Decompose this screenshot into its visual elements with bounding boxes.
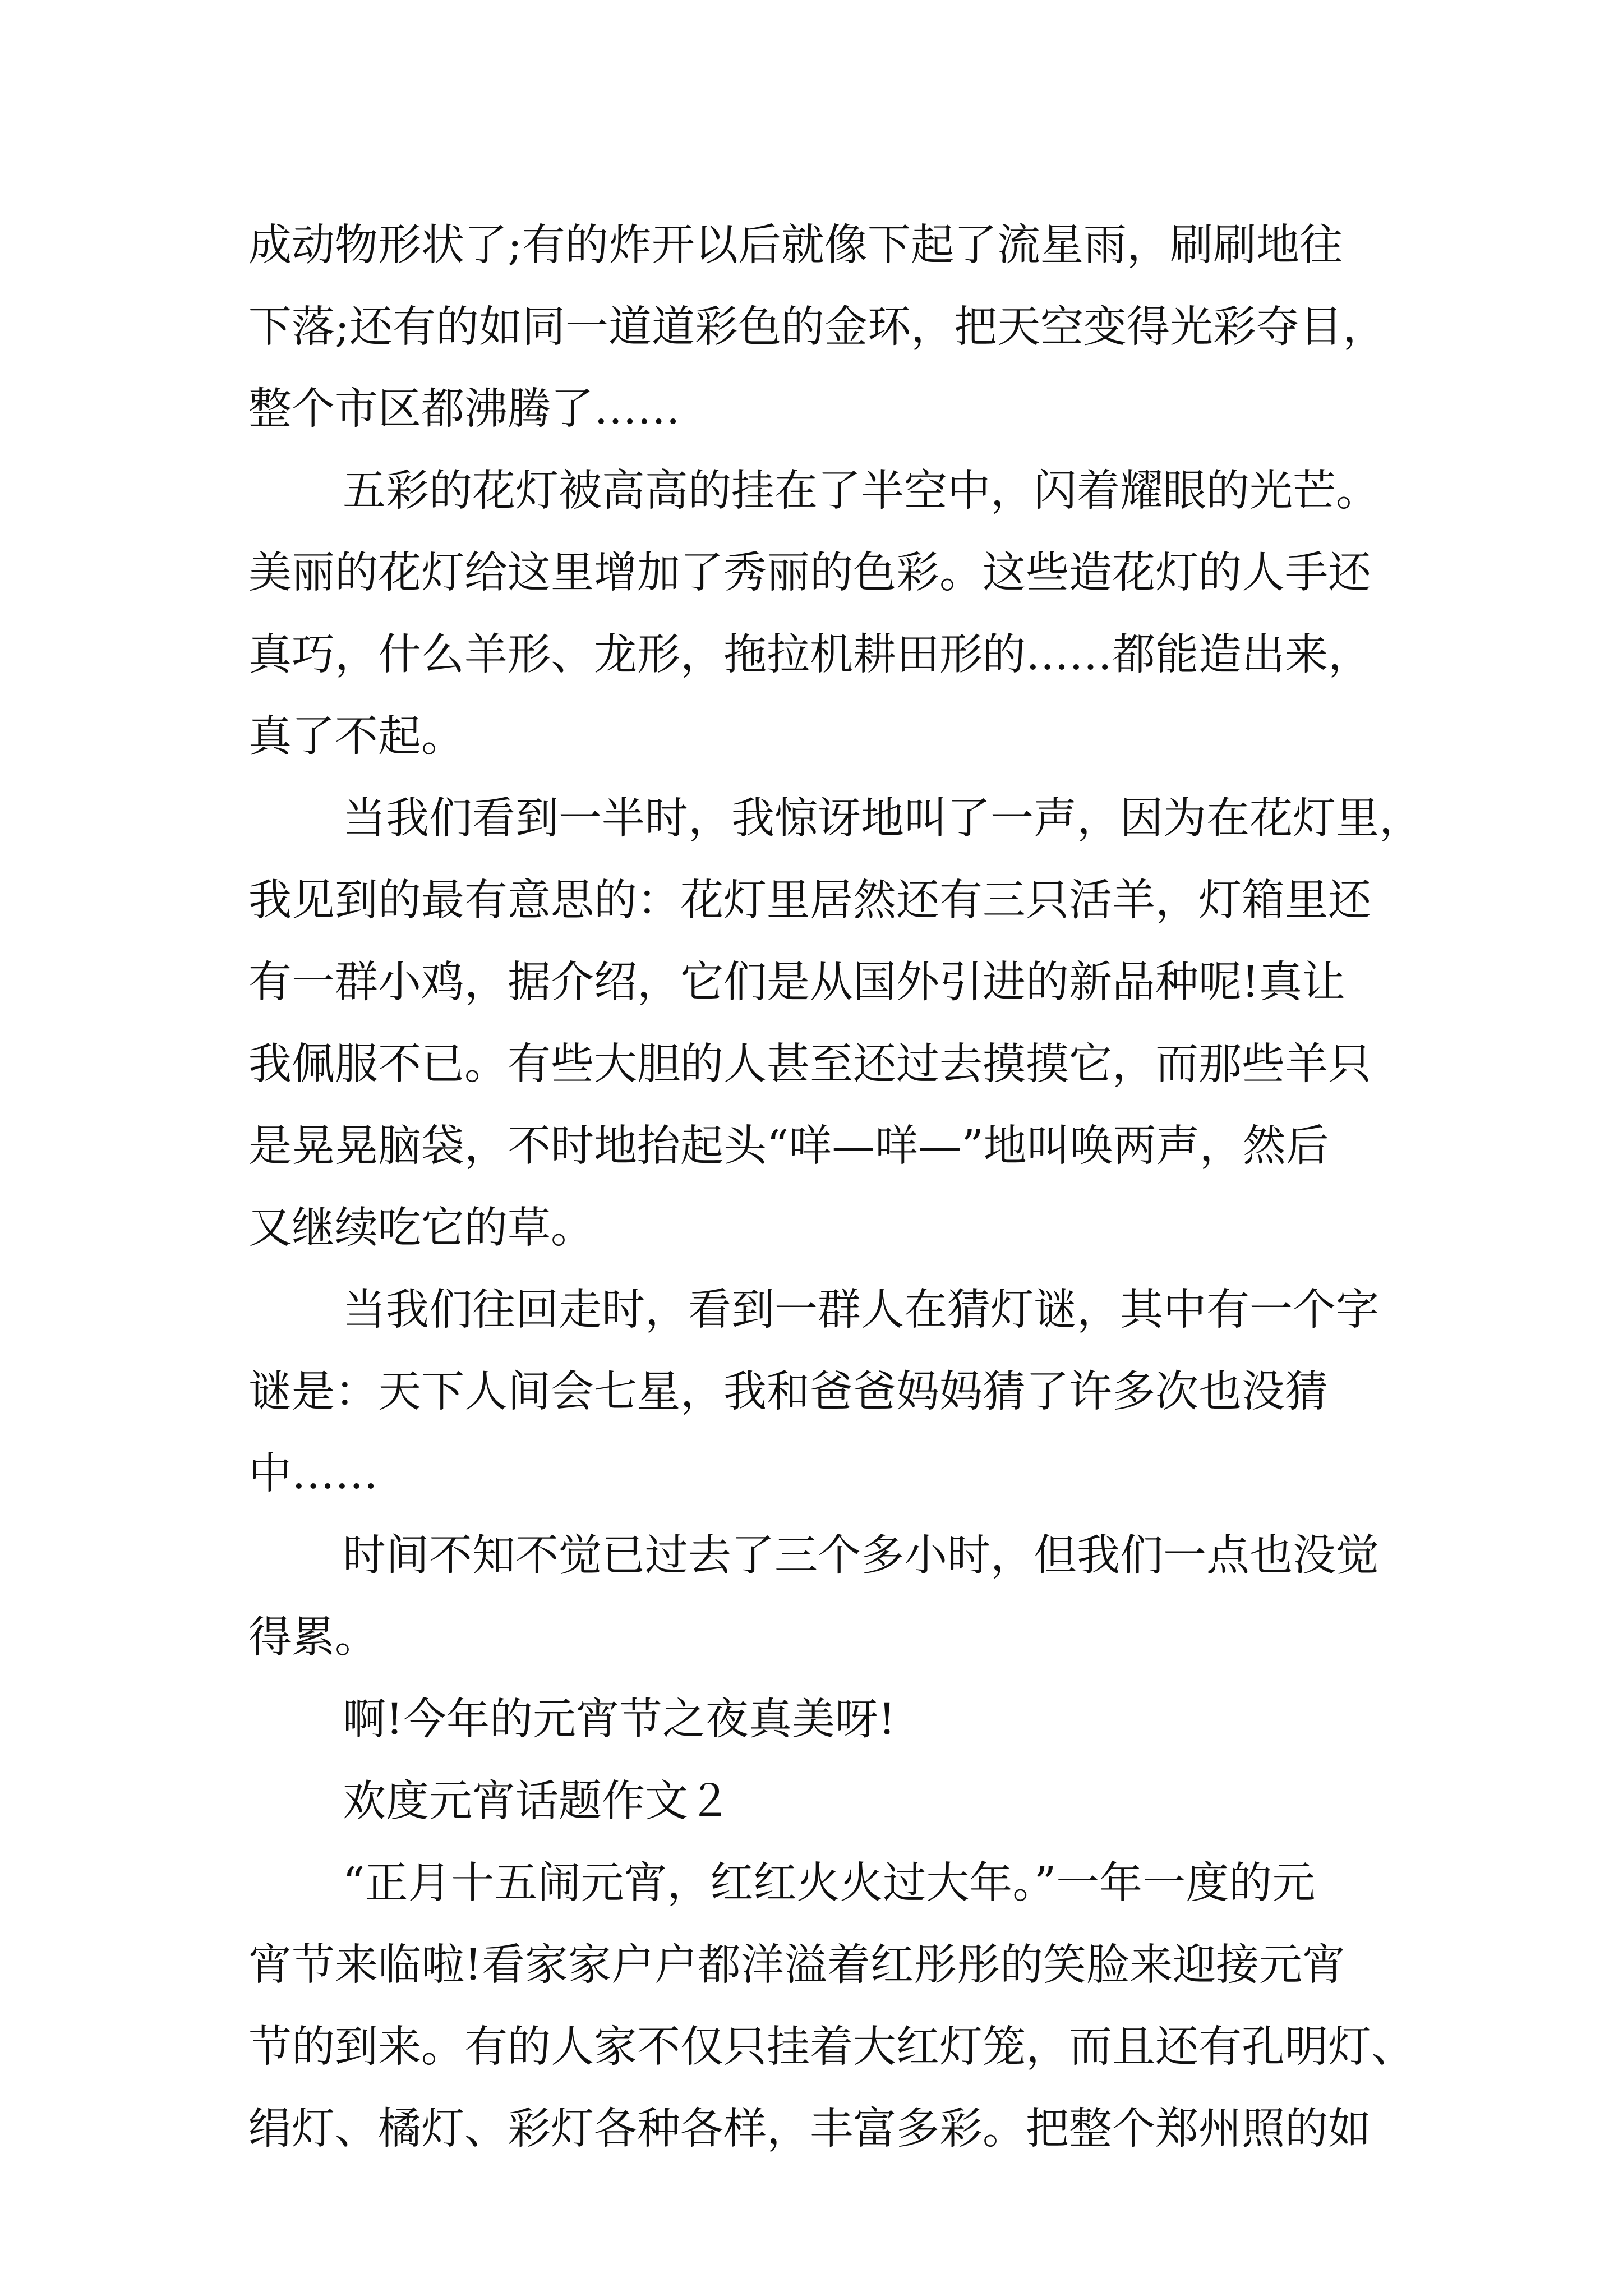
text-line: 当我们看到一半时，我惊讶地叫了一声，因为在花灯里， <box>343 794 1422 844</box>
text-line: 我见到的最有意思的：花灯里居然还有三只活羊，灯箱里还 <box>248 876 1371 926</box>
text-line: 真了不起。 <box>248 712 464 762</box>
document-body <box>248 205 1422 2170</box>
text-line: 时间不知不觉已过去了三个多小时，但我们一点也没觉 <box>343 1531 1379 1581</box>
text-line: “正月十五闹元宵，红红火火过大年。”一年一度的元 <box>343 1858 1316 1908</box>
text-line: 真巧，什么羊形、龙形，拖拉机耕田形的……都能造出来， <box>248 630 1371 680</box>
text-line: 中…… <box>248 1449 378 1499</box>
text-line: 成动物形状了;有的炸开以后就像下起了流星雨，刷刷地往 <box>248 220 1343 270</box>
text-line: 下落;还有的如同一道道彩色的金环，把天空变得光彩夺目， <box>248 302 1386 352</box>
text-line: 整个市区都沸腾了…… <box>248 384 680 434</box>
text-line: 又继续吃它的草。 <box>248 1203 594 1253</box>
text-line: 是晃晃脑袋，不时地抬起头“咩—咩—”地叫唤两声，然后 <box>248 1121 1329 1171</box>
text-line: 绢灯、橘灯、彩灯各种各样，丰富多彩。把整个郑州照的如 <box>248 2104 1371 2154</box>
text-line: 五彩的花灯被高高的挂在了半空中，闪着耀眼的光芒。 <box>343 466 1379 516</box>
text-line: 我佩服不已。有些大胆的人甚至还过去摸摸它，而那些羊只 <box>248 1039 1371 1089</box>
text-line: 谜是：天下人间会七星，我和爸爸妈妈猜了许多次也没猜 <box>248 1367 1328 1417</box>
text-line: 啊!今年的元宵节之夜真美呀! <box>343 1695 896 1745</box>
text-line: 美丽的花灯给这里增加了秀丽的色彩。这些造花灯的人手还 <box>248 548 1371 598</box>
text-line: 欢度元宵话题作文２ <box>343 1777 731 1826</box>
text-line: 节的到来。有的人家不仅只挂着大红灯笼，而且还有孔明灯、 <box>248 2022 1414 2072</box>
text-line: 宵节来临啦!看家家户户都洋溢着红彤彤的笑脸来迎接元宵 <box>248 1940 1345 1990</box>
text-line: 当我们往回走时，看到一群人在猜灯谜，其中有一个字 <box>343 1285 1379 1335</box>
text-line: 得累。 <box>248 1613 378 1663</box>
text-line: 有一群小鸡，据介绍，它们是从国外引进的新品种呢!真让 <box>248 958 1345 1007</box>
